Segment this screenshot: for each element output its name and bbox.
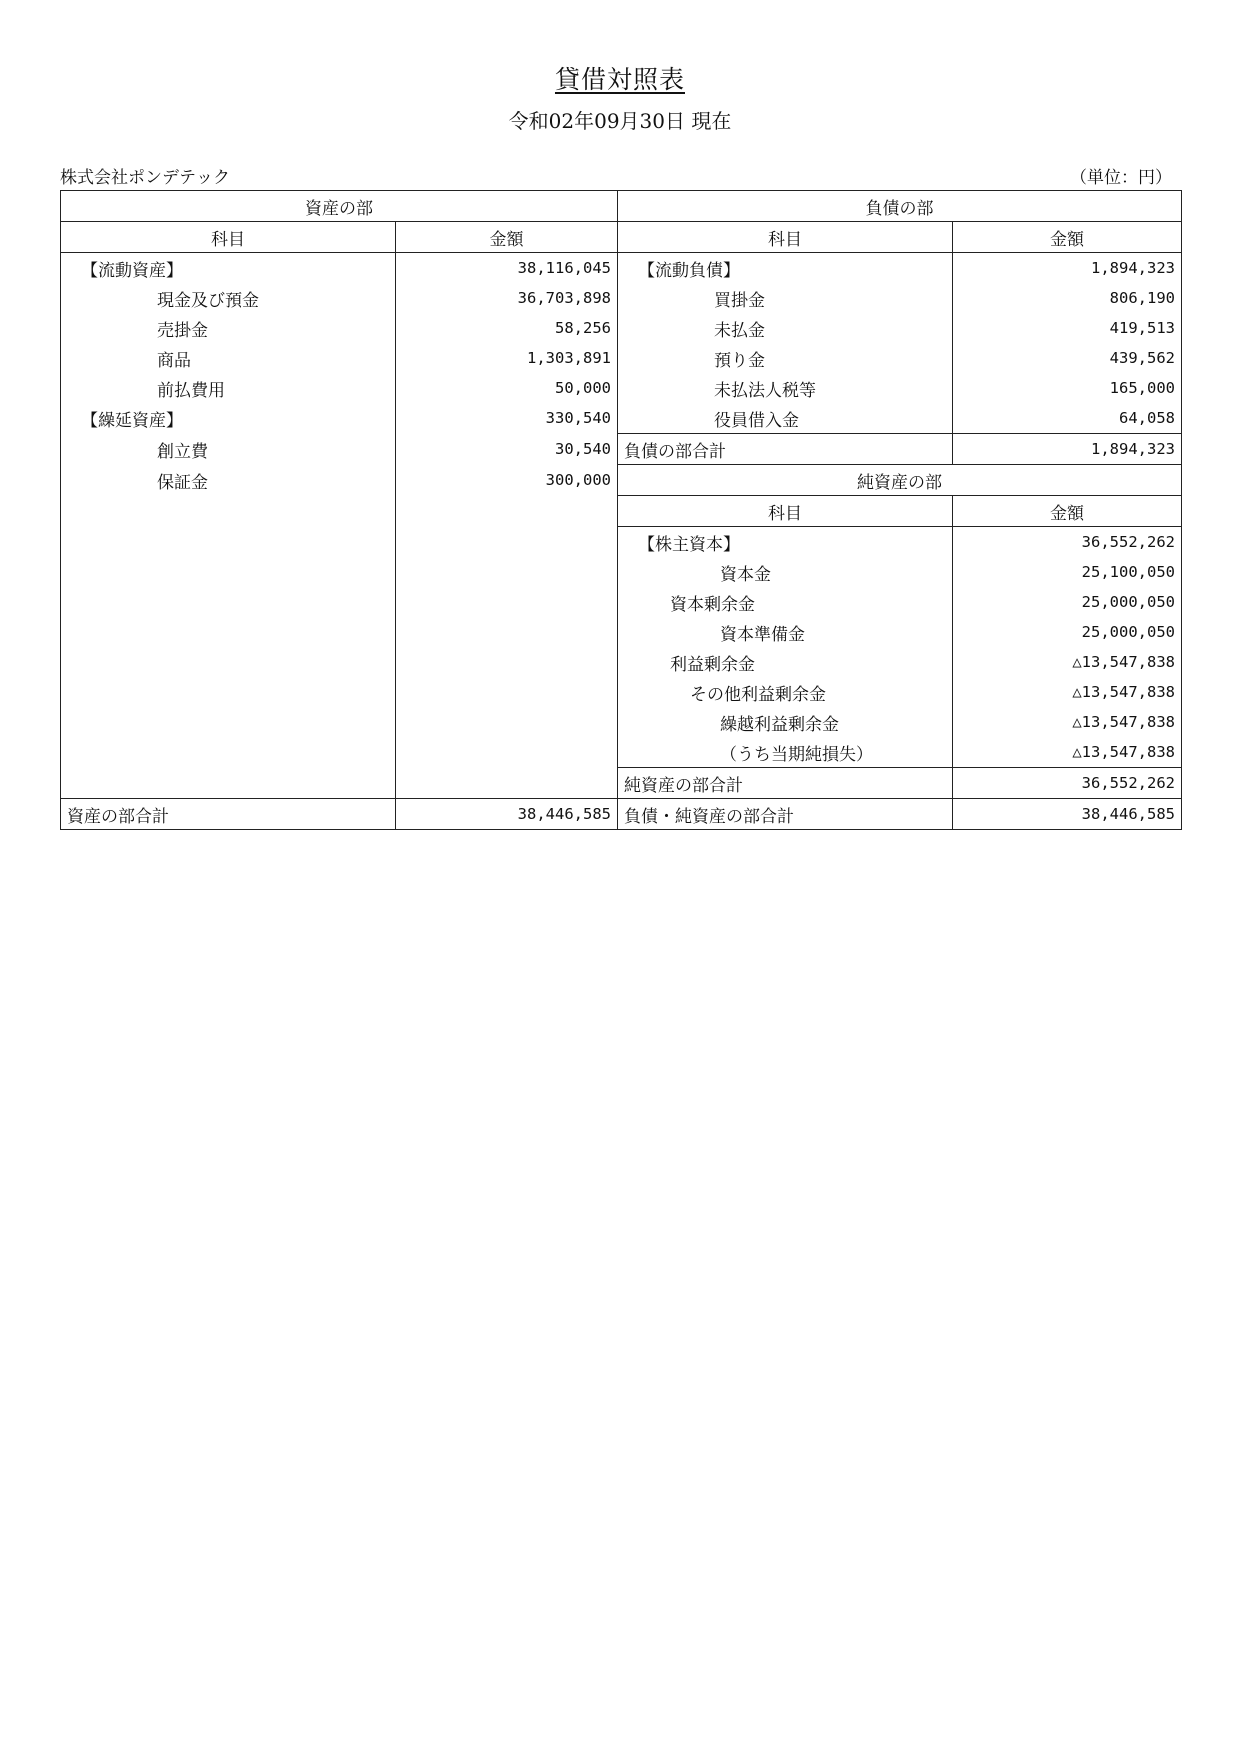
grand-total-row xyxy=(61,799,1182,830)
asset-amount: 1,303,891 xyxy=(396,343,618,373)
asset-label: 創立費 xyxy=(61,434,396,465)
net-asset-amount: △13,547,838 xyxy=(953,677,1182,707)
table-row xyxy=(61,496,1182,527)
asset-amount: 300,000 xyxy=(396,465,618,496)
grand-total-amount: 38,446,585 xyxy=(953,799,1182,830)
liability-label: 【流動負債】 xyxy=(618,253,953,284)
net-assets-section-header: 純資産の部 xyxy=(618,465,1182,496)
empty-cell xyxy=(396,707,618,737)
liabilities-col-amount: 金額 xyxy=(953,222,1182,253)
unit-label: （単位：円） xyxy=(1070,168,1172,188)
net-asset-amount: △13,547,838 xyxy=(953,707,1182,737)
empty-cell xyxy=(61,587,396,617)
table-row xyxy=(61,403,1182,434)
table-row xyxy=(61,434,1182,465)
liability-amount: 439,562 xyxy=(953,343,1182,373)
empty-cell xyxy=(61,527,396,558)
empty-cell xyxy=(396,647,618,677)
table-row xyxy=(61,373,1182,403)
empty-cell xyxy=(61,647,396,677)
section-header-row xyxy=(61,191,1182,222)
column-header-row xyxy=(61,222,1182,253)
empty-cell xyxy=(61,768,396,799)
asset-amount: 36,703,898 xyxy=(396,283,618,313)
asset-label: 【流動資産】 xyxy=(61,253,396,284)
net-asset-amount: 25,000,050 xyxy=(953,587,1182,617)
liability-label: 買掛金 xyxy=(618,283,953,313)
as-of-date: 令和02年09月30日 現在 xyxy=(508,109,732,133)
table-row xyxy=(61,587,1182,617)
liability-label: 未払法人税等 xyxy=(618,373,953,403)
liability-amount: 64,058 xyxy=(953,403,1182,434)
net-asset-label: 【株主資本】 xyxy=(618,527,953,558)
table-row xyxy=(61,768,1182,799)
document-title: 貸借対照表 xyxy=(554,65,685,94)
table-row xyxy=(61,343,1182,373)
liability-amount: 419,513 xyxy=(953,313,1182,343)
table-row xyxy=(61,253,1182,284)
asset-label: 売掛金 xyxy=(61,313,396,343)
table-row xyxy=(61,313,1182,343)
empty-cell xyxy=(61,557,396,587)
empty-cell xyxy=(396,557,618,587)
empty-cell xyxy=(61,617,396,647)
net-asset-label: 資本金 xyxy=(618,557,953,587)
assets-total-amount: 38,446,585 xyxy=(396,799,618,830)
empty-cell xyxy=(61,707,396,737)
asset-label: 保証金 xyxy=(61,465,396,496)
asset-amount: 30,540 xyxy=(396,434,618,465)
liability-label: 預り金 xyxy=(618,343,953,373)
liability-amount: 1,894,323 xyxy=(953,253,1182,284)
liability-amount: 165,000 xyxy=(953,373,1182,403)
grand-total-label: 負債・純資産の部合計 xyxy=(618,799,953,830)
table-row xyxy=(61,465,1182,496)
asset-amount: 38,116,045 xyxy=(396,253,618,284)
net-asset-amount: △13,547,838 xyxy=(953,737,1182,768)
table-row xyxy=(61,283,1182,313)
empty-cell xyxy=(396,737,618,768)
assets-col-item: 科目 xyxy=(61,222,396,253)
empty-cell xyxy=(396,617,618,647)
liabilities-section-header: 負債の部 xyxy=(618,191,1182,222)
net-assets-col-item: 科目 xyxy=(618,496,953,527)
liabilities-col-item: 科目 xyxy=(618,222,953,253)
table-row xyxy=(61,677,1182,707)
table-row xyxy=(61,707,1182,737)
asset-label: 前払費用 xyxy=(61,373,396,403)
liability-label: 未払金 xyxy=(618,313,953,343)
net-asset-amount: 36,552,262 xyxy=(953,527,1182,558)
empty-cell xyxy=(61,737,396,768)
net-assets-col-amount: 金額 xyxy=(953,496,1182,527)
empty-cell xyxy=(396,496,618,527)
empty-cell xyxy=(396,527,618,558)
asset-label: 現金及び預金 xyxy=(61,283,396,313)
liability-label: 役員借入金 xyxy=(618,403,953,434)
net-asset-amount: 25,000,050 xyxy=(953,617,1182,647)
asset-amount: 58,256 xyxy=(396,313,618,343)
liabilities-total-label: 負債の部合計 xyxy=(618,434,953,465)
net-assets-total-amount: 36,552,262 xyxy=(953,768,1182,799)
empty-cell xyxy=(396,587,618,617)
net-asset-label: 利益剰余金 xyxy=(618,647,953,677)
asset-amount: 50,000 xyxy=(396,373,618,403)
asset-label: 商品 xyxy=(61,343,396,373)
table-row xyxy=(61,647,1182,677)
net-asset-label: 資本剰余金 xyxy=(618,587,953,617)
assets-total-label: 資産の部合計 xyxy=(61,799,396,830)
net-assets-total-label: 純資産の部合計 xyxy=(618,768,953,799)
table-row xyxy=(61,557,1182,587)
liability-amount: 806,190 xyxy=(953,283,1182,313)
empty-cell xyxy=(396,677,618,707)
net-asset-label: （うち当期純損失） xyxy=(618,737,953,768)
asset-amount: 330,540 xyxy=(396,403,618,434)
net-asset-amount: 25,100,050 xyxy=(953,557,1182,587)
empty-cell xyxy=(396,768,618,799)
net-asset-label: その他利益剰余金 xyxy=(618,677,953,707)
balance-sheet-table xyxy=(60,190,1182,830)
liabilities-total-amount: 1,894,323 xyxy=(953,434,1182,465)
assets-col-amount: 金額 xyxy=(396,222,618,253)
asset-label: 【繰延資産】 xyxy=(61,403,396,434)
table-row xyxy=(61,737,1182,768)
table-row xyxy=(61,617,1182,647)
assets-section-header: 資産の部 xyxy=(61,191,618,222)
net-asset-label: 繰越利益剰余金 xyxy=(618,707,953,737)
company-name: 株式会社ポンデテック xyxy=(60,168,230,188)
empty-cell xyxy=(61,496,396,527)
net-asset-label: 資本準備金 xyxy=(618,617,953,647)
empty-cell xyxy=(61,677,396,707)
table-row xyxy=(61,527,1182,558)
net-asset-amount: △13,547,838 xyxy=(953,647,1182,677)
